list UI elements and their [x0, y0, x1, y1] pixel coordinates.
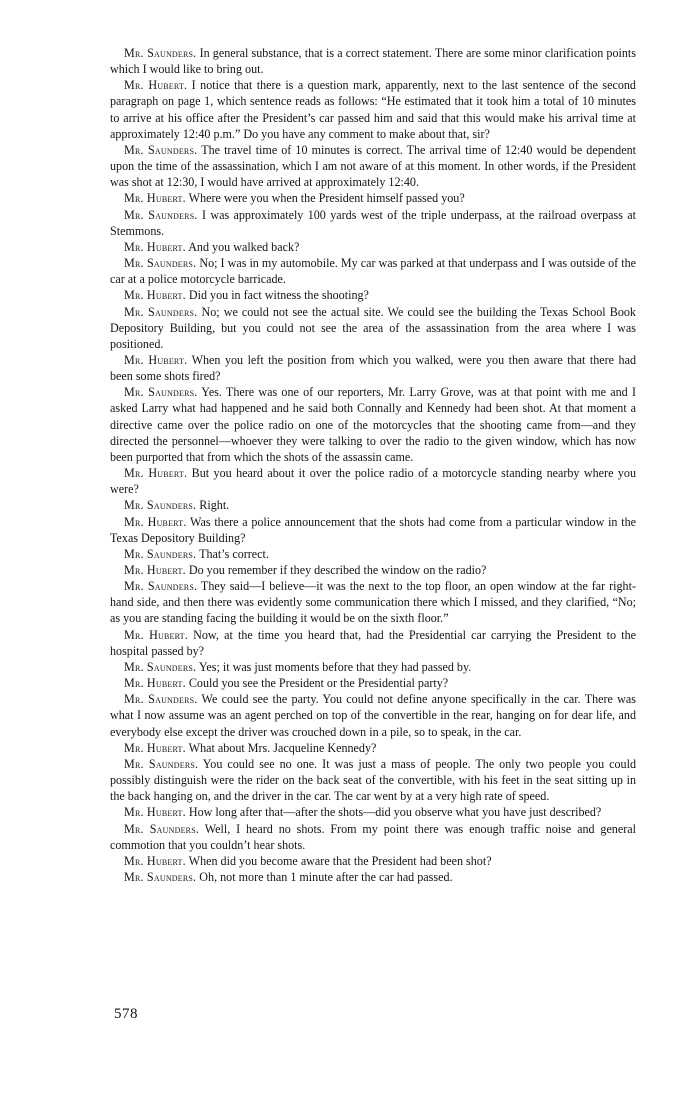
paragraph-text: We could see the party. You could not define anyone specifically in the car. There was what I now assume was an agent perched on top of the convertible in the rear, hanging on for dear life, and everybody else except the driver was crouched down in a pile, so to speak, in the car. — [110, 692, 636, 739]
paragraph — [110, 287, 636, 303]
paragraph — [110, 675, 636, 691]
paragraph-text: Yes; it was just moments before that they had passed by. — [196, 659, 472, 674]
speaker-name: Mr. Hubert. — [124, 288, 186, 303]
speaker-name: Mr. Hubert. — [124, 352, 188, 367]
paragraph — [110, 77, 636, 142]
paragraph-text: In general substance, that is a correct statement. There are some minor clarification points which I would like to bring out. — [110, 46, 636, 77]
paragraph-text: Did you in fact witness the shooting? — [185, 288, 369, 303]
paragraph-text: I notice that there is a question mark, apparently, next to the last sentence of the second paragraph on page 1, which sentence reads as follows: “He estimated that it took him a total of 10 minutes to arrive at his office after the President’s car passed him and said that this would make his arrival time at approximately 12:40 p.m.” Do you have any comment to make about that, sir? — [110, 78, 636, 141]
paragraph — [110, 804, 636, 820]
speaker-name: Mr. Saunders. — [124, 207, 198, 222]
speaker-name: Mr. Hubert. — [124, 676, 186, 691]
paragraph — [110, 659, 636, 675]
paragraph — [110, 627, 636, 659]
paragraph-text: What about Mrs. Jacqueline Kennedy? — [185, 740, 377, 755]
paragraph — [110, 740, 636, 756]
paragraph-text: I was approximately 100 yards west of the triple underpass, at the railroad overpass at Stemmons. — [110, 207, 636, 238]
speaker-name: Mr. Hubert. — [124, 191, 186, 206]
paragraph — [110, 239, 636, 255]
paragraph-text: The travel time of 10 minutes is correct. The arrival time of 12:40 would be dependent upon the time of the assassination, which I am not aware of at this moment. In other words, if the President was shot at 12:30, I would have arrived at approximately 12:40. — [110, 142, 636, 190]
paragraph — [110, 190, 636, 206]
paragraph-text: Was there a police announcement that the shots had come from a particular window in the Texas Depository Building? — [110, 514, 636, 545]
paragraph-text: Well, I heard no shots. From my point there was enough traffic noise and general commotion that you couldn’t hear shots. — [110, 821, 636, 852]
paragraph — [110, 869, 636, 885]
paragraph — [110, 497, 636, 513]
paragraph-text: They said—I believe—it was the next to the top floor, an open window at the far right-hand side, and then there was evidently some communication there which I missed, and they clarified, “No; as you are standing facing the building it would be on the sixth floor.” — [110, 579, 636, 626]
paragraph — [110, 853, 636, 869]
paragraph — [110, 821, 636, 853]
paragraph-text: And you walked back? — [185, 239, 300, 254]
speaker-name: Mr. Saunders. — [124, 692, 198, 707]
paragraph-text: Right. — [196, 498, 230, 513]
paragraph-text: Now, at the time you heard that, had the Presidential car carrying the President to the hospital passed by? — [110, 627, 636, 658]
paragraph — [110, 546, 636, 562]
speaker-name: Mr. Saunders. — [124, 498, 197, 513]
speaker-name: Mr. Saunders. — [124, 659, 197, 674]
speaker-name: Mr. Hubert. — [124, 740, 186, 755]
speaker-name: Mr. Hubert. — [124, 563, 186, 577]
paragraph — [110, 562, 636, 578]
speaker-name: Mr. Hubert. — [124, 466, 188, 481]
paragraph-text: No; we could not see the actual site. We could see the building the Texas School Book Depository Building, but you could not see the area of the assassination from the area where I was positioned. — [110, 304, 636, 351]
paragraph — [110, 45, 636, 77]
paragraph — [110, 352, 636, 384]
paragraph — [110, 756, 636, 804]
speaker-name: Mr. Hubert. — [124, 805, 186, 820]
paragraph-text: Do you remember if they described the window on the radio? — [185, 563, 487, 577]
paragraph-text: Could you see the President or the Presidential party? — [185, 676, 449, 691]
speaker-name: Mr. Saunders. — [124, 821, 200, 836]
paragraph — [110, 384, 636, 465]
paragraph-text: But you heard about it over the police radio of a motorcycle standing nearby where you were? — [110, 466, 636, 497]
speaker-name: Mr. Saunders. — [124, 142, 198, 157]
speaker-name: Mr. Hubert. — [124, 853, 186, 868]
paragraph — [110, 514, 636, 546]
paragraph-text: Yes. There was one of our reporters, Mr. Larry Grove, was at that point with me and I asked Larry what had happened and he said both Connally and Kennedy had been shot. At that moment a directive came over the police radio on one of the motorcycles that the shooting came from—and they directed the personnel—whoever they were talking to over the radio to the given window, which has now been purported that from which the shots of the assassin came. — [110, 385, 636, 464]
paragraph-text: That’s correct. — [196, 546, 269, 561]
paragraph — [110, 304, 636, 352]
paragraph-text: How long after that—after the shots—did you observe what you have just described? — [185, 805, 602, 820]
speaker-name: Mr. Saunders. — [124, 579, 198, 594]
speaker-name: Mr. Hubert. — [124, 627, 188, 642]
paragraph-text: No; I was in my automobile. My car was parked at that underpass and I was outside of the car at a police motorcycle barricade. — [110, 256, 636, 287]
speaker-name: Mr. Saunders. — [124, 546, 197, 561]
paragraph-text: Oh, not more than 1 minute after the car had passed. — [196, 869, 453, 884]
paragraph — [110, 255, 636, 287]
speaker-name: Mr. Saunders. — [124, 46, 197, 60]
paragraph — [110, 691, 636, 739]
speaker-name: Mr. Saunders. — [124, 304, 198, 319]
speaker-name: Mr. Saunders. — [124, 869, 197, 884]
speaker-name: Mr. Saunders. — [124, 756, 199, 771]
paragraph — [110, 207, 636, 239]
paragraph-text: Where were you when the President himself passed you? — [185, 191, 465, 206]
paragraph-text: You could see no one. It was just a mass of people. The only two people you could possibly distinguish were the rider on the back seat of the convertible, with his feet in the seat sitting up in the back hanging on, and the driver in the car. The car went by at a very high rate of speed. — [110, 756, 636, 804]
paragraph — [110, 142, 636, 190]
page-number: 578 — [114, 1006, 138, 1022]
speaker-name: Mr. Saunders. — [124, 256, 197, 271]
testimony-body — [110, 45, 636, 885]
speaker-name: Mr. Hubert. — [124, 78, 188, 93]
speaker-name: Mr. Hubert. — [124, 514, 187, 529]
paragraph-text: When you left the position from which you walked, were you then aware that there had been some shots fired? — [110, 352, 637, 384]
speaker-name: Mr. Hubert. — [124, 239, 186, 254]
speaker-name: Mr. Saunders. — [124, 385, 198, 400]
paragraph — [110, 578, 636, 626]
paragraph-text: When did you become aware that the President had been shot? — [185, 853, 492, 868]
paragraph — [110, 465, 636, 497]
